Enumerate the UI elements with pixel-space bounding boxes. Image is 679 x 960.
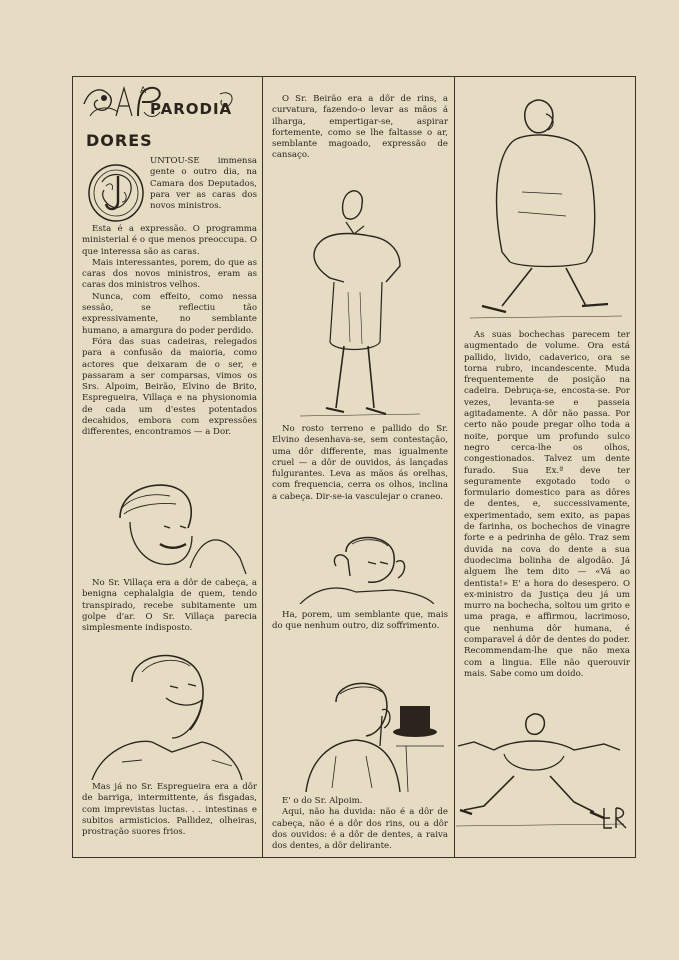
col2-alpoim-text xyxy=(272,796,448,852)
article-title: DORES xyxy=(86,131,153,150)
artist-signature xyxy=(600,804,630,832)
col1-paragraph: Mais interessantes, porem, do que as caras dos novos ministros, eram as caras dos ministros velhos. xyxy=(82,257,257,291)
col1-body xyxy=(82,224,257,439)
col3-alpoim-text xyxy=(464,330,630,680)
illustration-elvino xyxy=(296,532,436,604)
col2-elvino-text xyxy=(272,424,448,503)
col1-lead-block xyxy=(150,156,257,212)
illustration-beirao xyxy=(290,182,430,418)
column-rule-1 xyxy=(262,76,263,858)
illustration-alpoim xyxy=(296,676,446,792)
col1-paragraph: Mas já no Sr. Espregueira era a dôr de barriga, intermittente, ás fisgadas, com imprevistas luctas. . . intestinas e subitos armisticios. Pallidez, olheiras, prostração suores frios. xyxy=(82,782,257,838)
col2-paragraph: O Sr. Beirão era a dôr de rins, a curvatura, fazendo-o levar as mãos á ilharga, empertigar-se, aspirar fortemente, como se lhe faltasse o ar, semblante magoado, expressão de cansaço. xyxy=(272,94,448,161)
col1-paragraph: Esta é a expressão. O programma ministerial é o que menos preoccupa. O que interessa são as caras. xyxy=(82,224,257,257)
col2-intro-alpoim xyxy=(272,610,448,633)
col1-espregueira-text xyxy=(82,782,257,838)
col2-paragraph: Aqui, não ha duvida: não é a dôr de cabeça, não é a dôr dos rins, ou a dôr dos ouvidos: é a dôr de dentes, a raiva dos dentes, a dôr delirante. xyxy=(272,807,448,852)
col1-paragraph: No Sr. Villaça era a dôr de cabeça, a benigna cephalalgia de quem, tendo transpirado, recebe subitamente um golpe d'ar. O Sr. Villaça parecia simplesmente indisposto. xyxy=(82,578,257,634)
col2-paragraph: No rosto terreno e pallido do Sr. Elvino desenhava-se, sem contestação, uma dôr differente, mas igualmente cruel — a dôr de ouvidos, ás lançadas fulgurantes. Leva as mãos ás orelhas, com frequencia, cerra os olhos, inclina a cabeça. Dir-se-ia vasculejar o craneo. xyxy=(272,424,448,502)
masthead-title: PARODIA xyxy=(150,100,233,118)
illustration-villaca xyxy=(100,478,250,576)
dropcap-ornament xyxy=(86,162,146,224)
col1-paragraph: Fóra das suas cadeiras, relegados para a confusão da maioria, como actores que deixaram de o ser, e passaram a ser comparsas, vimos os Srs. Alpoim, Beirão, Elvino de Brito, Espregueira, Villaça e na physionomia de cada um d'estes potentados decahidos, embora com expressões differentes, encontramos — a Dor. xyxy=(82,336,257,438)
col2-beirao-text xyxy=(272,94,448,162)
col1-lead: UNTOU-SE immensa gente o outro dia, na Camara dos Deputados, para ver as caras dos novos ministros. xyxy=(150,156,257,212)
masthead-prefix: A xyxy=(140,86,147,96)
col2-paragraph: E' o do Sr. Alpoim. xyxy=(282,796,363,806)
col1-paragraph: Nunca, com effeito, como nessa sessão, se reflectiu tão expressivamente, no semblante humano, a amargura do poder perdido. xyxy=(82,291,257,336)
col3-paragraph: As suas bochechas parecem ter augmentado de volume. Ora está pallido, livido, cadaverico, ora se torna rubro, incandescente. Muda frequentemente de posição na cadeira. Debruça-se, encosta-se. Por vezes, levanta-se e passeia agitadamente. A dôr não passa. Por certo não poude pregar olho toda a noite, porque um profundo sulco negro cerca-lhe os olhos, congestionados. Talvez um dente furado. Sua Ex.ª deve ter seguramente exgotado todo o formulario domestico para as dôres de dentes, e, successivamente, experimentado, sem exito, as papas de farinha, os bochechos de vinagre forte e a pedrinha de gêlo. Traz sem duvida na cova do dente a sua duodecima bolinha de algodão. Já alguem lhe tem dito — «Vá ao dentista!» E' a hora do desespero. O ex-ministro da Justiça deu já um murro na bochecha, soltou um grito e uma praga, e affirmou, lacrimoso, que nenhuma dôr humana, é comparavel á dôr de dentes do poder. Recommendam-lhe que não mexa com a lingua. Elle não querouvir mais. Sabe como um doido. xyxy=(464,330,630,679)
col2-paragraph: Ha, porem, um semblante que, mais do que nenhum outro, diz soffrimento. xyxy=(272,610,448,632)
illustration-alpoim-pacing xyxy=(462,92,627,324)
illustration-espregueira xyxy=(82,642,257,780)
col1-villaca-text xyxy=(82,578,257,634)
